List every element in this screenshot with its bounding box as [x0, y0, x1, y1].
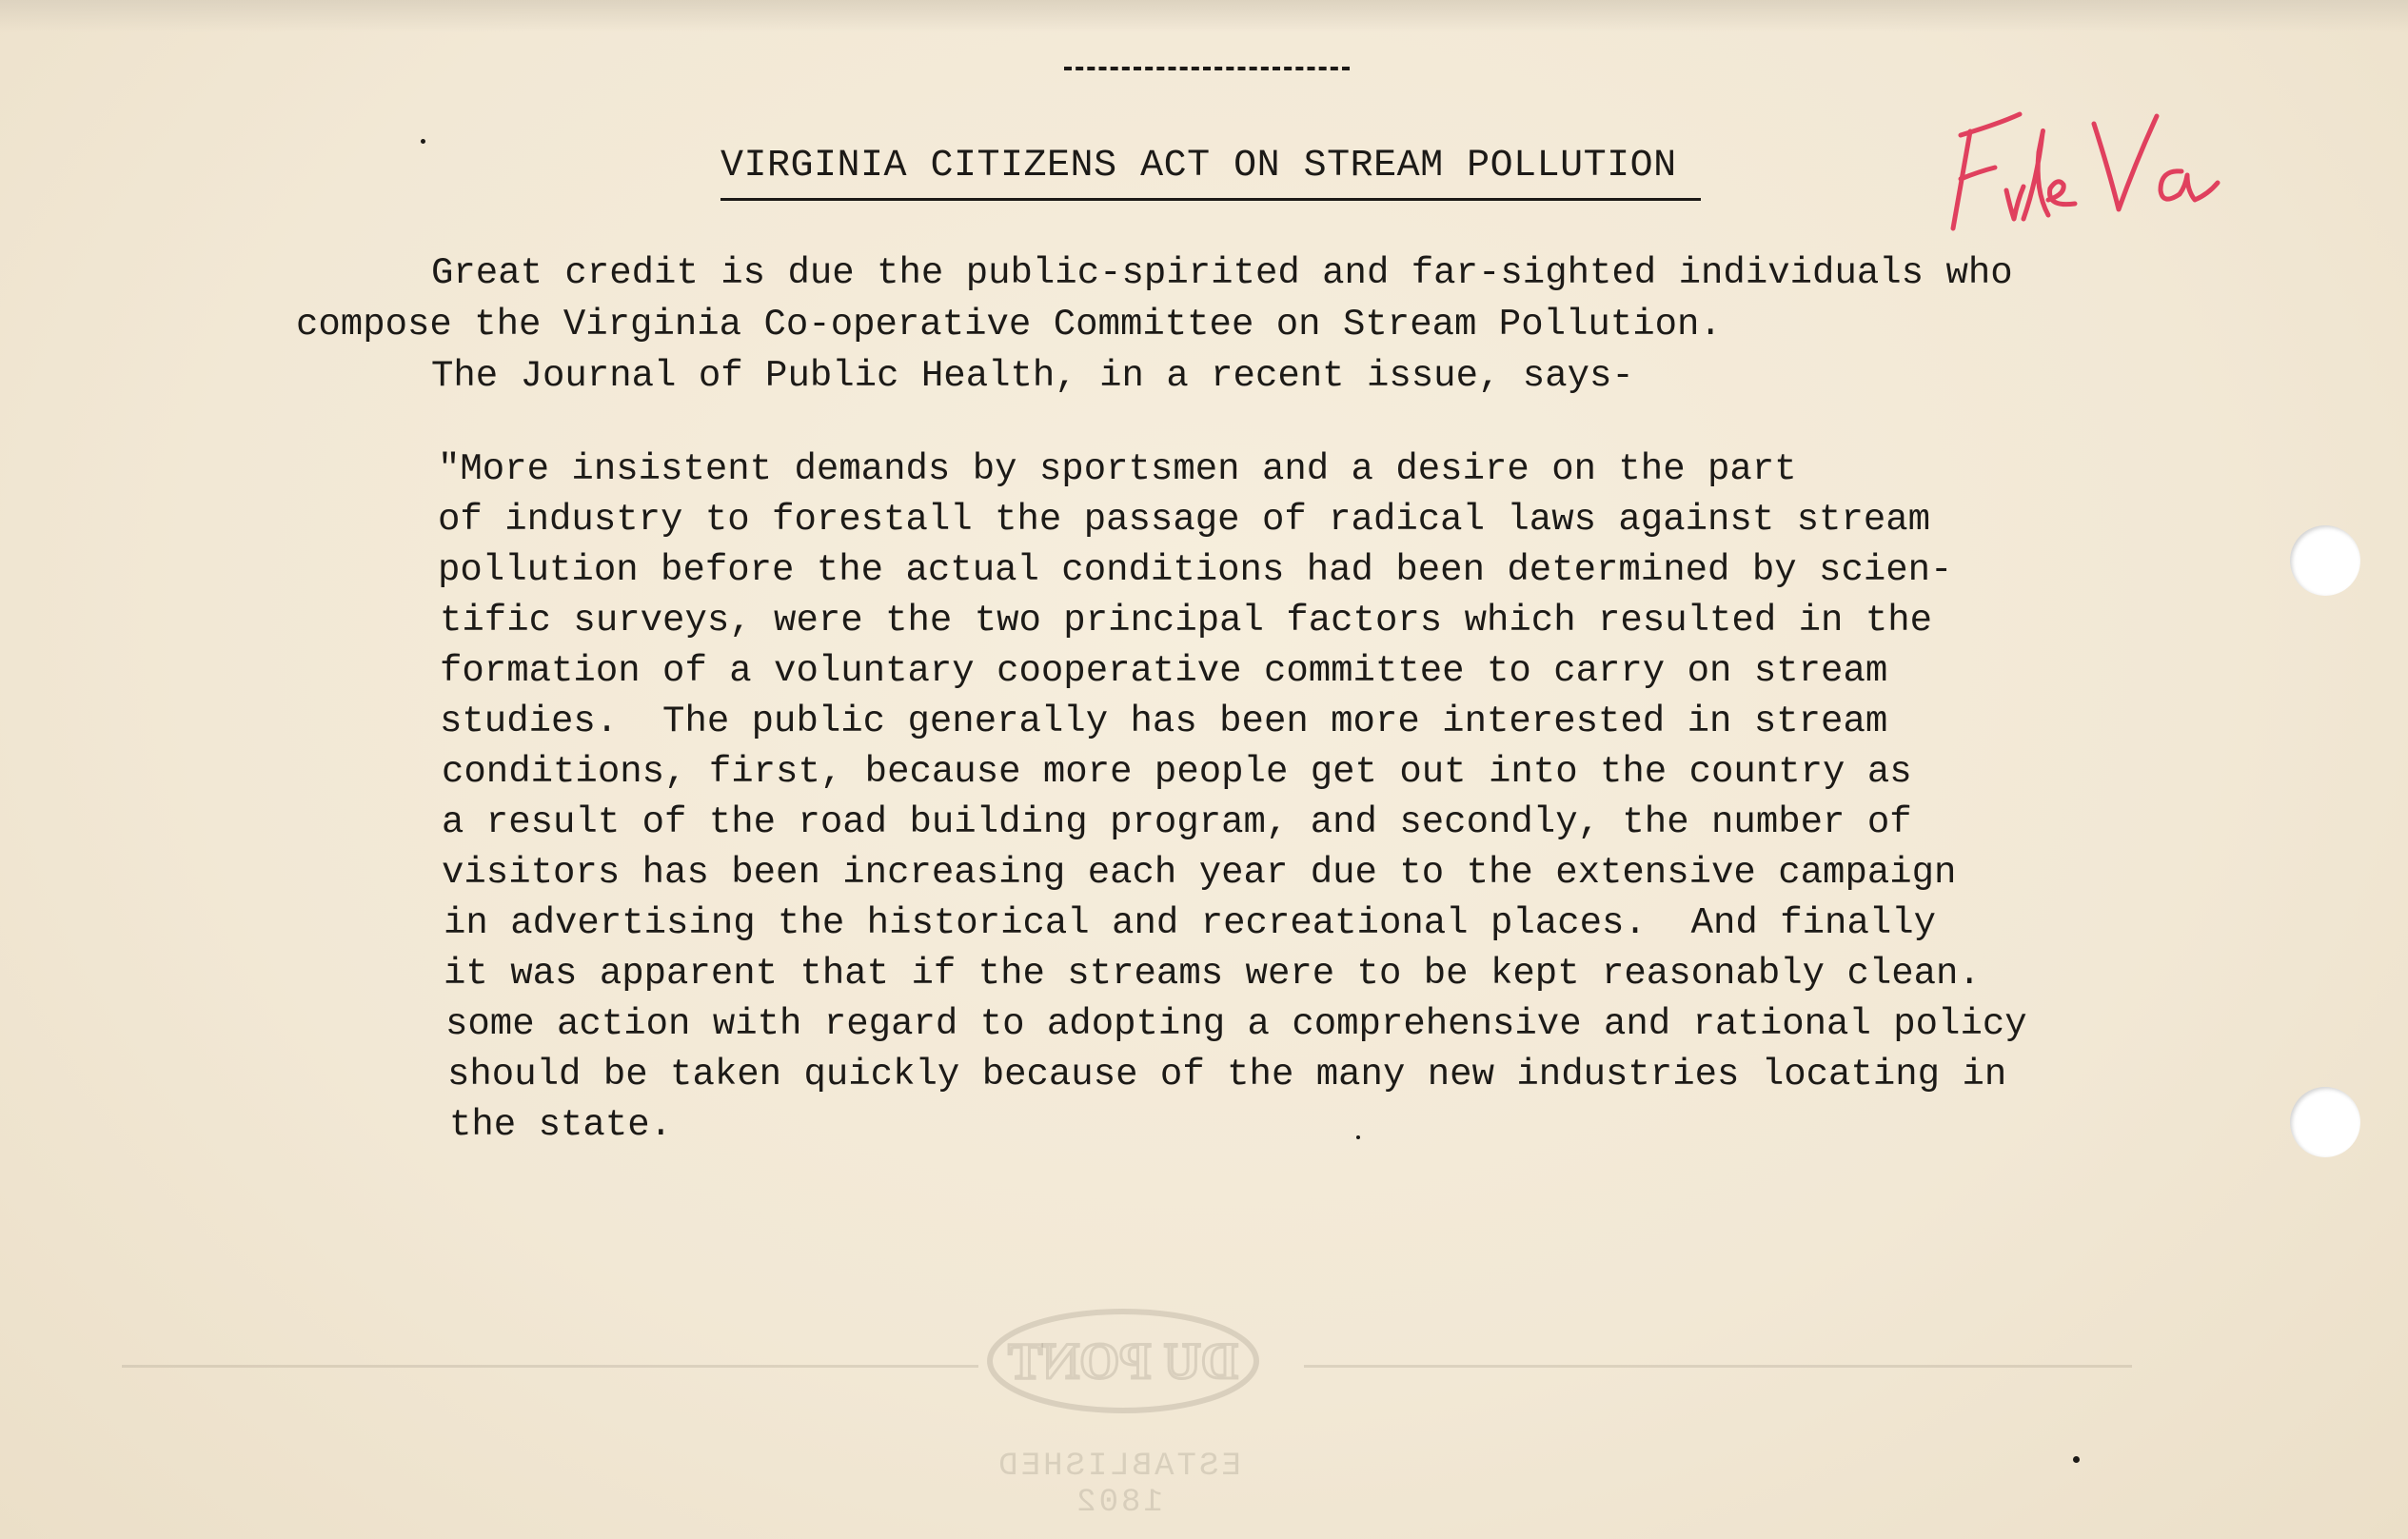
quote-line-13: should be taken quickly because of the many new industries locating in — [447, 1054, 2007, 1095]
heading-dash-rule — [1064, 67, 1350, 70]
document-title: VIRGINIA CITIZENS ACT ON STREAM POLLUTION — [720, 145, 1677, 187]
ink-speck — [2073, 1456, 2080, 1463]
quote-line-12: some action with regard to adopting a comprehensive and rational policy — [445, 1003, 2027, 1045]
footer-rule-left — [122, 1365, 978, 1368]
dupont-watermark — [980, 1304, 1266, 1418]
title-underline — [720, 198, 1701, 201]
quote-line-14: the state. — [449, 1104, 673, 1146]
watermark-logo-text: DU PONT — [1008, 1332, 1238, 1390]
quote-line-1: "More insistent demands by sportsmen and a desire on the part — [438, 448, 1797, 490]
ink-speck — [1356, 1135, 1360, 1139]
watermark-established: ESTABLISHED 1802 — [996, 1449, 1241, 1521]
quote-line-4: tific surveys, were the two principal factors which resulted in the — [440, 600, 1933, 641]
paper-top-edge — [0, 0, 2408, 32]
binder-hole-bottom — [2290, 1087, 2360, 1157]
handwritten-file-va-icon — [1932, 95, 2256, 238]
quote-line-7: conditions, first, because more people get out into the country as — [442, 751, 1912, 793]
paragraph1-line-2: compose the Virginia Co-operative Committee on Stream Pollution. — [296, 304, 1722, 345]
ink-speck — [421, 139, 425, 144]
paragraph1-line-1: Great credit is due the public-spirited and far-sighted individuals who — [431, 252, 2013, 294]
quote-line-10: in advertising the historical and recreational places. And finally — [444, 902, 1937, 944]
quote-line-11: it was apparent that if the streams were to be kept reasonably clean. — [444, 953, 1981, 995]
quote-line-2: of industry to forestall the passage of radical laws against stream — [438, 499, 1931, 541]
binder-hole-top — [2290, 525, 2360, 596]
quote-line-6: studies. The public generally has been more interested in stream — [440, 700, 1888, 742]
quote-line-8: a result of the road building program, and secondly, the number of — [442, 801, 1912, 843]
quote-line-9: visitors has been increasing each year due to the extensive campaign — [442, 852, 1957, 894]
handwritten-file-note — [1932, 95, 2256, 238]
dupont-oval-logo-icon — [980, 1304, 1266, 1418]
paragraph2-line: The Journal of Public Health, in a recent issue, says- — [431, 355, 1634, 397]
footer-rule-right — [1304, 1365, 2132, 1368]
quote-line-5: formation of a voluntary cooperative committee to carry on stream — [440, 650, 1888, 692]
quote-line-3: pollution before the actual conditions had been determined by scien- — [438, 549, 1953, 591]
